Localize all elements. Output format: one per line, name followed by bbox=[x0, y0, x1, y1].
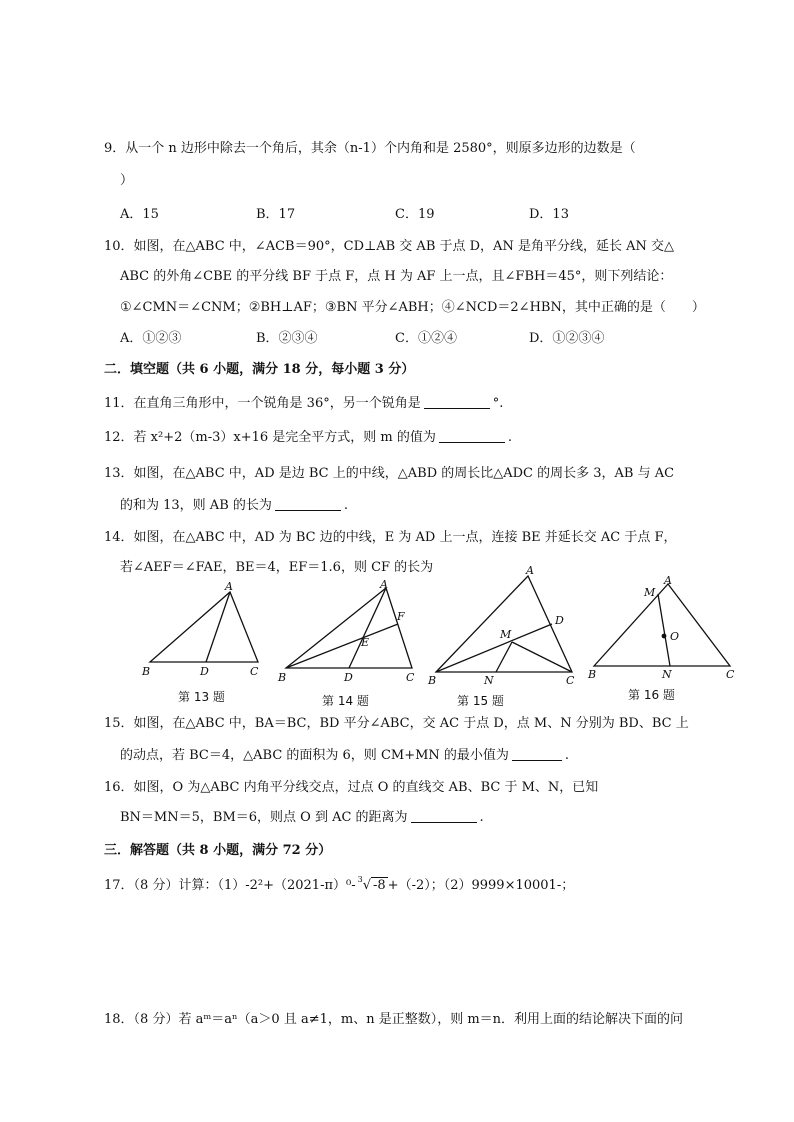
f14-caption: 第 14 题 bbox=[322, 694, 369, 708]
f16-label-c: C bbox=[726, 668, 735, 680]
f16-caption: 第 16 题 bbox=[628, 688, 675, 702]
figure-14 bbox=[276, 580, 424, 686]
f14-triangle-abc bbox=[286, 588, 412, 668]
f13-label-a: A bbox=[225, 580, 233, 593]
f15-label-a: A bbox=[526, 564, 534, 577]
q13-tail: . bbox=[343, 498, 349, 513]
q15-line2 bbox=[120, 748, 569, 764]
f14-label-c: C bbox=[406, 671, 415, 684]
q10-line2: ABC 的外角∠CBE 的平分线 BF 于点 F，点 H 为 AF 上一点，且∠FBH＝45°，则下列结论： bbox=[120, 269, 673, 284]
q10-option-c: C．①②④ bbox=[395, 331, 457, 346]
q13-answer-blank[interactable] bbox=[275, 498, 341, 511]
f14-label-b: B bbox=[278, 671, 287, 684]
radical-sign: √ bbox=[362, 878, 371, 893]
q17-text bbox=[104, 875, 575, 895]
f15-segment-bd bbox=[436, 624, 552, 672]
q11-tail: °. bbox=[492, 396, 504, 411]
q9-option-d: D．13 bbox=[529, 207, 569, 222]
q12-tail: . bbox=[507, 430, 513, 445]
q13-line1: 13．如图，在△ABC 中，AD 是边 BC 上的中线，△ABD 的周长比△ADC 的周长多 3，AB 与 AC bbox=[104, 466, 675, 481]
q16-line1: 16．如图，O 为△ABC 内角平分线交点，过点 O 的直线交 AB、BC 于 M、N，已知 bbox=[104, 780, 599, 795]
f13-caption: 第 13 题 bbox=[178, 690, 225, 704]
f15-label-c: C bbox=[566, 674, 575, 687]
f14-label-e: E bbox=[361, 636, 370, 649]
f16-point-o bbox=[662, 634, 667, 639]
cube-root-expression bbox=[357, 875, 388, 895]
q12-text bbox=[104, 430, 512, 446]
f16-triangle-abc bbox=[594, 584, 730, 666]
q18-text: 18．（8 分）若 aᵐ＝aⁿ（a＞0 且 a≠1，m、n 是正整数），则 m＝n．利用上面的结论解决下面的问 bbox=[104, 1012, 684, 1027]
f14-label-f: F bbox=[397, 610, 405, 623]
q13-line2 bbox=[120, 498, 348, 514]
q10-option-d: D．①②③④ bbox=[529, 331, 605, 346]
q16-tail: . bbox=[479, 810, 484, 825]
figure-13 bbox=[138, 580, 270, 680]
figure-16 bbox=[586, 572, 740, 680]
q17-suffix: +（-2）；（2）9999×10001-； bbox=[387, 878, 575, 893]
f16-label-m: M bbox=[644, 586, 656, 599]
f13-label-c: C bbox=[250, 665, 259, 678]
f16-label-a: A bbox=[664, 574, 672, 587]
q11-answer-blank[interactable] bbox=[424, 396, 490, 409]
q14-line2: 若∠AEF＝∠FAE，BE＝4，EF＝1.6，则 CF 的长为 bbox=[120, 560, 434, 575]
q12-answer-blank[interactable] bbox=[439, 430, 505, 443]
q11-text bbox=[104, 396, 503, 412]
f16-label-o: O bbox=[670, 630, 680, 643]
f16-label-n: N bbox=[662, 668, 672, 680]
section-3-heading: 三．解答题（共 8 小题，满分 72 分） bbox=[104, 843, 332, 858]
f15-label-d: D bbox=[555, 614, 564, 627]
q9-line1: 9．从一个 n 边形中除去一个角后，其余（n-1）个内角和是 2580°，则原多边形的边数是（ bbox=[104, 141, 636, 156]
f13-label-b: B bbox=[142, 665, 151, 678]
f15-caption: 第 15 题 bbox=[457, 694, 504, 708]
f13-triangle-abc bbox=[150, 592, 258, 662]
q16-answer-blank[interactable] bbox=[411, 810, 477, 823]
q13-stem: 的和为 13，则 AB 的长为 bbox=[120, 498, 272, 513]
q9-option-a: A．15 bbox=[120, 207, 159, 222]
f14-segment-bf bbox=[286, 624, 398, 668]
f14-label-a: A bbox=[380, 580, 388, 591]
q9-line2: ） bbox=[120, 173, 134, 188]
q10-option-b: B．②③④ bbox=[256, 331, 318, 346]
q10-line3: ①∠CMN＝∠CNM；②BH⊥AF；③BN 平分∠ABH；④∠NCD＝2∠HBN，其中正确的是（ ） bbox=[120, 300, 705, 315]
q9-option-b: B．17 bbox=[256, 207, 296, 222]
f14-segment-ad bbox=[349, 588, 386, 668]
root-index: 3 bbox=[357, 875, 363, 884]
f15-label-n: N bbox=[484, 674, 494, 687]
root-radicand: -8 bbox=[373, 878, 386, 893]
q15-tail: . bbox=[564, 748, 570, 763]
f15-label-b: B bbox=[428, 674, 437, 687]
q10-option-a: A．①②③ bbox=[120, 331, 182, 346]
q10-line1: 10．如图，在△ABC 中，∠ACB＝90°，CD⊥AB 交 AB 于点 D，AN 是角平分线，延长 AN 交△ bbox=[104, 239, 674, 254]
f15-label-m: M bbox=[500, 628, 512, 641]
q16-line2 bbox=[120, 810, 484, 826]
q11-stem: 11．在直角三角形中，一个锐角是 36°，另一个锐角是 bbox=[104, 396, 421, 411]
q15-line1: 15．如图，在△ABC 中，BA＝BC，BD 平分∠ABC，交 AC 于点 D，点 M、N 分别为 BD、BC 上 bbox=[104, 716, 689, 731]
q15-answer-blank[interactable] bbox=[512, 748, 562, 761]
q16-stem: BN＝MN＝5，BM＝6，则点 O 到 AC 的距离为 bbox=[120, 810, 408, 825]
q9-option-c: C．19 bbox=[395, 207, 435, 222]
section-2-heading: 二．填空题（共 6 小题，满分 18 分，每小题 3 分） bbox=[104, 362, 415, 377]
f14-label-d: D bbox=[344, 671, 353, 684]
f16-segment-mn bbox=[658, 594, 670, 666]
f13-label-d: D bbox=[200, 665, 209, 678]
q15-stem: 的动点，若 BC＝4，△ABC 的面积为 6，则 CM+MN 的最小值为 bbox=[120, 748, 509, 763]
q12-stem: 12．若 x²+2（m-3）x+16 是完全平方式，则 m 的值为 bbox=[104, 430, 436, 445]
q14-line1: 14．如图，在△ABC 中，AD 为 BC 边的中线，E 为 AD 上一点，连接 BE 并延长交 AC 于点 F， bbox=[104, 530, 677, 545]
q17-prefix: 17．（8 分）计算：（1）-2²+（2021-π）⁰- bbox=[104, 878, 356, 893]
f15-segment-mc bbox=[512, 642, 572, 672]
f16-label-b: B bbox=[588, 668, 597, 680]
figure-15 bbox=[424, 562, 586, 688]
